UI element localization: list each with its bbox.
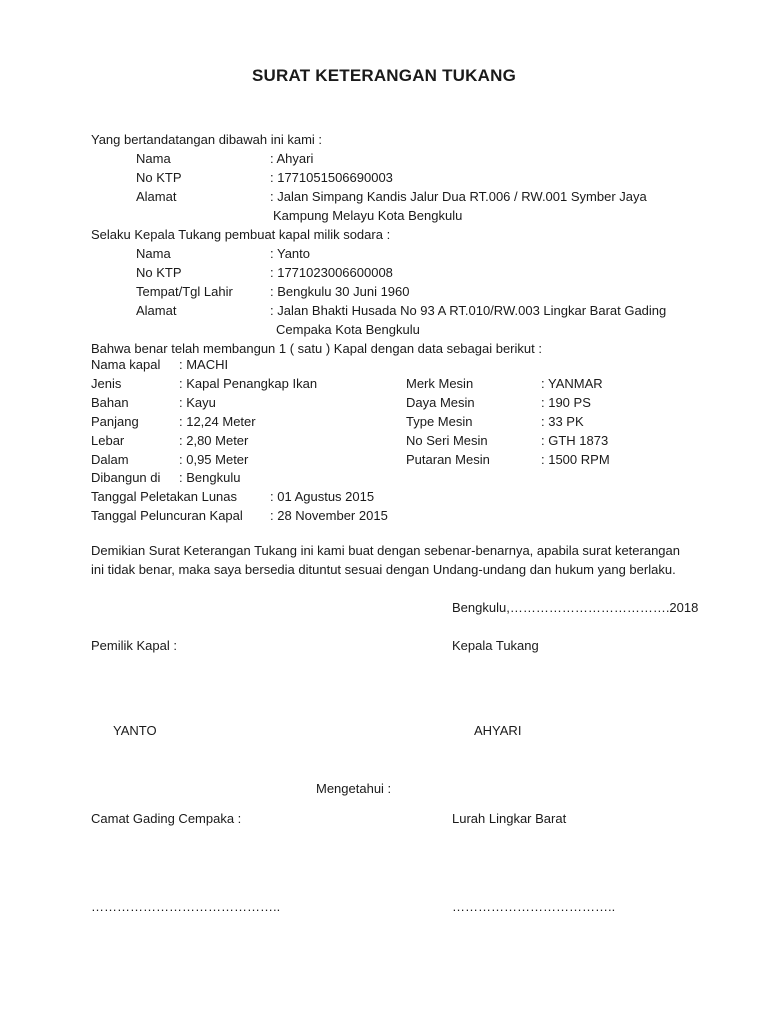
- ship-field-value: : Kapal Penangkap Ikan: [179, 376, 318, 391]
- owner-sign-label: Pemilik Kapal :: [91, 638, 177, 653]
- engine-field-label: Merk Mesin: [406, 376, 474, 391]
- engine-field-value: : 33 PK: [541, 414, 584, 429]
- lurah-signature-line: ………………………………..: [452, 899, 616, 914]
- intro-signer-text: Yang bertandatangan dibawah ini kami :: [91, 132, 323, 147]
- engine-field-value: : 190 PS: [541, 395, 591, 410]
- ship-field-label: Nama kapal: [91, 357, 161, 372]
- ship-field-label: Dalam: [91, 452, 129, 467]
- signer-ktp-value: : 1771051506690003: [270, 170, 393, 185]
- ship-field-value: : 12,24 Meter: [179, 414, 256, 429]
- signer-name-value: : Ahyari: [270, 151, 314, 166]
- keel-date-label: Tanggal Peletakan Lunas: [91, 489, 238, 504]
- owner-birth-label: Tempat/Tgl Lahir: [136, 284, 233, 299]
- signer-address-line2: Kampung Melayu Kota Bengkulu: [273, 208, 463, 223]
- ship-field-label: Bahan: [91, 395, 129, 410]
- owner-address-label: Alamat: [136, 303, 177, 318]
- ship-field-label: Panjang: [91, 414, 139, 429]
- owner-birth-value: : Bengkulu 30 Juni 1960: [270, 284, 410, 299]
- engine-field-value: : 1500 RPM: [541, 452, 610, 467]
- engine-field-label: Daya Mesin: [406, 395, 475, 410]
- owner-address-line1: : Jalan Bhakti Husada No 93 A RT.010/RW.003 Lingkar Barat Gading: [270, 303, 667, 318]
- ship-field-label: Dibangun di: [91, 470, 161, 485]
- head-builder-sign-label: Kepala Tukang: [452, 638, 539, 653]
- engine-field-label: No Seri Mesin: [406, 433, 488, 448]
- owner-name-label: Nama: [136, 246, 171, 261]
- ship-field-value: : 2,80 Meter: [179, 433, 249, 448]
- closing-paragraph: Demikian Surat Keterangan Tukang ini kami buat dengan sebenar-benarnya, apabila surat keterangan ini tidak benar, maka saya bersedia dituntut sesuai dengan Undang-undang dan hukum yang berlaku.: [91, 543, 680, 577]
- camat-signature-line: ……………………………………..: [91, 899, 281, 914]
- owner-ktp-label: No KTP: [136, 265, 182, 280]
- launch-date-label: Tanggal Peluncuran Kapal: [91, 508, 243, 523]
- keel-date-value: : 01 Agustus 2015: [270, 489, 375, 504]
- camat-label: Camat Gading Cempaka :: [91, 811, 242, 826]
- ship-field-value: : MACHI: [179, 357, 229, 372]
- owner-name-value: : Yanto: [270, 246, 310, 261]
- intro-owner-text: Selaku Kepala Tukang pembuat kapal milik sodara :: [91, 227, 391, 242]
- ship-field-value: : Kayu: [179, 395, 216, 410]
- engine-field-label: Type Mesin: [406, 414, 473, 429]
- ship-field-label: Jenis: [91, 376, 122, 391]
- ship-field-value: : Bengkulu: [179, 470, 241, 485]
- owner-sign-name: YANTO: [113, 723, 157, 738]
- mengetahui-label: Mengetahui :: [316, 781, 392, 796]
- letter-title: SURAT KETERANGAN TUKANG: [252, 66, 516, 85]
- owner-address-line2: Cempaka Kota Bengkulu: [276, 322, 420, 337]
- ship-field-value: : 0,95 Meter: [179, 452, 249, 467]
- owner-ktp-value: : 1771023006600008: [270, 265, 393, 280]
- engine-field-label: Putaran Mesin: [406, 452, 490, 467]
- intro-ship-text: Bahwa benar telah membangun 1 ( satu ) Kapal dengan data sebagai berikut :: [91, 341, 542, 356]
- lurah-label: Lurah Lingkar Barat: [452, 811, 567, 826]
- ship-field-label: Lebar: [91, 433, 125, 448]
- place-date: Bengkulu,……………………………….2018: [452, 600, 699, 615]
- engine-field-value: : GTH 1873: [541, 433, 609, 448]
- head-builder-sign-name: AHYARI: [474, 723, 522, 738]
- engine-field-value: : YANMAR: [541, 376, 603, 391]
- launch-date-value: : 28 November 2015: [270, 508, 388, 523]
- signer-name-label: Nama: [136, 151, 171, 166]
- signer-ktp-label: No KTP: [136, 170, 182, 185]
- signer-address-line1: : Jalan Simpang Kandis Jalur Dua RT.006 / RW.001 Symber Jaya: [270, 189, 647, 204]
- signer-address-label: Alamat: [136, 189, 177, 204]
